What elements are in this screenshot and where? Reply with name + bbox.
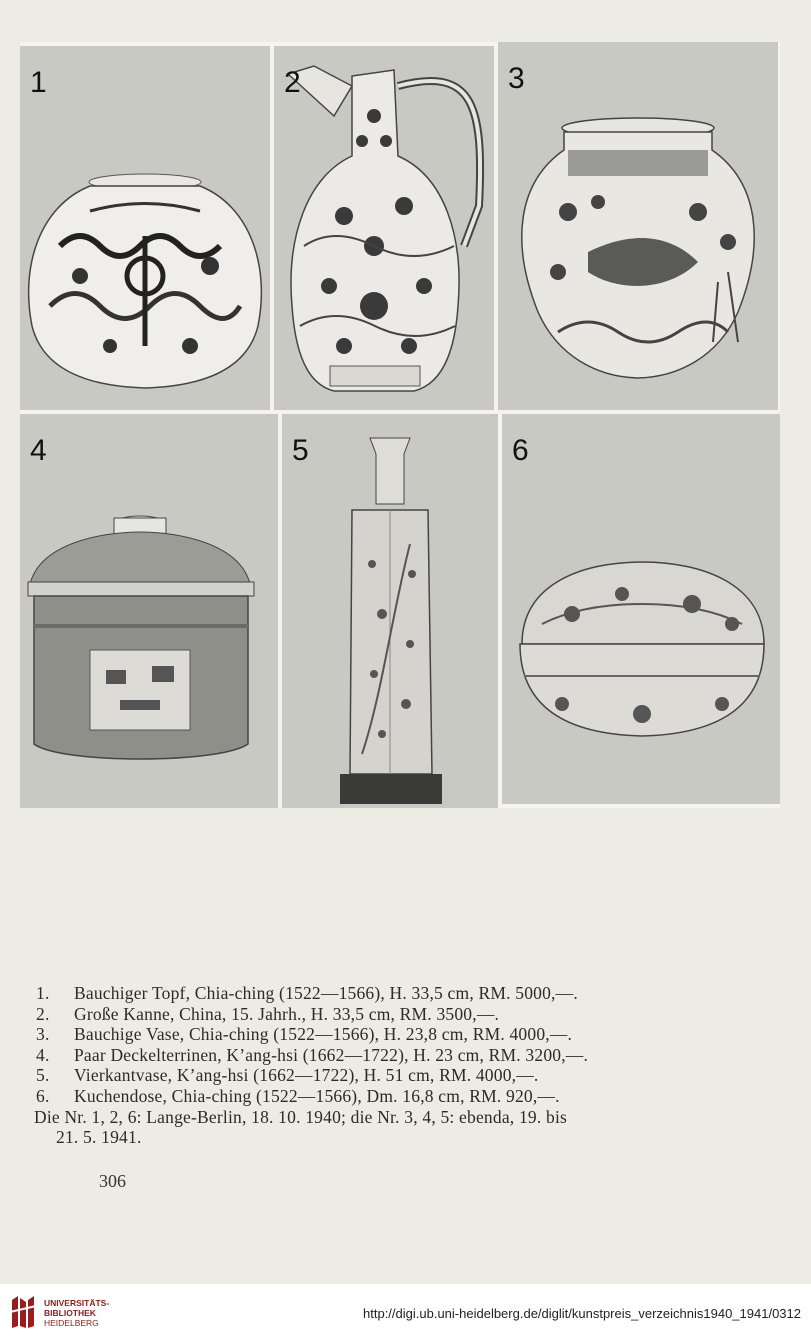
caption-number: 6. [36, 1085, 50, 1106]
library-name-line: UNIVERSITÄTS- [44, 1298, 110, 1308]
cake-box-illustration [502, 414, 780, 804]
caption-number: 3. [36, 1024, 50, 1045]
caption-6 [36, 1086, 788, 1107]
caption-text: Vierkantvase, K’ang-hsi (1662—1722), H. 51 cm, RM. 4000,—. [74, 1065, 539, 1086]
square-vase-illustration [282, 414, 498, 808]
caption-3 [36, 1024, 788, 1045]
source-url[interactable]: http://digi.ub.uni-heidelberg.de/diglit/kunstpreis_verzeichnis1940_1941/0312 [363, 1306, 801, 1321]
caption-text: Paar Deckelterrinen, K’ang-hsi (1662—1722), H. 23 cm, RM. 3200,—. [74, 1044, 589, 1065]
caption-number: 2. [36, 1003, 50, 1024]
photo-panel-1 [20, 46, 270, 410]
photo-panel-2 [274, 46, 494, 410]
panel-number: 4 [30, 434, 47, 467]
caption-1 [36, 983, 788, 1004]
panel-number: 2 [284, 66, 301, 99]
photo-panel-3 [498, 42, 778, 410]
caption-text: Große Kanne, China, 15. Jahrh., H. 33,5 cm, RM. 3500,—. [74, 1003, 500, 1024]
provenance-note: Die Nr. 1, 2, 6: Lange-Berlin, 18. 10. 1940; die Nr. 3, 4, 5: ebenda, 19. bis [34, 1106, 568, 1127]
page-number: 306 [99, 1171, 126, 1191]
caption-5 [36, 1065, 788, 1086]
library-logo-icon [8, 1292, 38, 1332]
library-name-line: BIBLIOTHEK [44, 1308, 96, 1318]
jar-illustration [20, 46, 270, 410]
caption-4 [36, 1045, 788, 1066]
captions [36, 983, 788, 1148]
tureen-illustration [20, 414, 278, 808]
caption-text: Bauchige Vase, Chia-ching (1522—1566), H. 23,8 cm, RM. 4000,—. [74, 1024, 573, 1045]
provenance-note-continued: 21. 5. 1941. [56, 1127, 142, 1148]
caption-text: Kuchendose, Chia-ching (1522—1566), Dm. 16,8 cm, RM. 920,—. [74, 1085, 560, 1106]
panel-number: 1 [30, 66, 47, 99]
digitization-footer [0, 1284, 811, 1341]
ewer-illustration [274, 46, 494, 410]
panel-number: 5 [292, 434, 309, 467]
caption-text: Bauchiger Topf, Chia-ching (1522—1566), H. 33,5 cm, RM. 5000,—. [74, 983, 578, 1003]
photo-plate [20, 42, 780, 808]
photo-panel-4 [20, 414, 278, 808]
caption-number: 4. [36, 1044, 50, 1065]
library-name [44, 1298, 109, 1328]
library-city: HEIDELBERG [44, 1318, 99, 1328]
panel-number: 3 [508, 62, 525, 95]
photo-panel-5 [282, 414, 498, 808]
vase-illustration [498, 42, 778, 410]
caption-number: 5. [36, 1065, 50, 1086]
photo-panel-6 [502, 414, 780, 804]
caption-number: 1. [36, 983, 50, 1003]
panel-number: 6 [512, 434, 529, 467]
caption-2 [36, 1004, 788, 1025]
